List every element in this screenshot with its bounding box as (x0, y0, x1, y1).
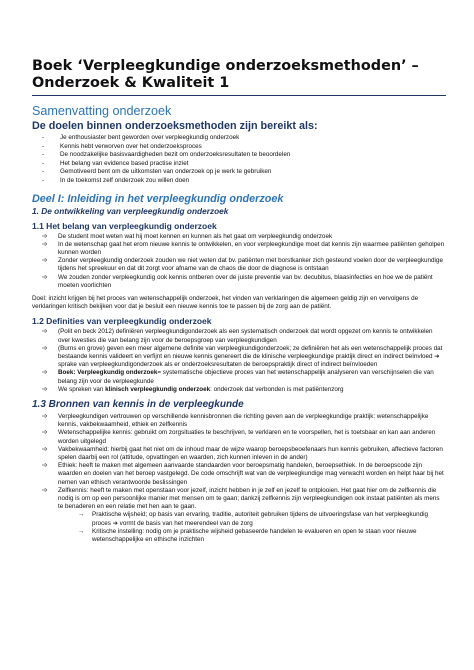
list-item: ➩ Vakbekwaamheid: hierbij gaat het niet om de inhoud maar de wijze waarop beroepsbeoefenaars hun kennis gebruiken, affectieve factoren spelen daarbij een rol (attitude, opvattingen en waarden, zich kunnen inleven in de ander) (42, 445, 443, 462)
sub-arrow-icon: → (78, 511, 85, 519)
arrow-bullet-icon: ➩ (42, 232, 48, 240)
list-item: - Kennis hebt verworven over het onderzoeksproces (42, 143, 446, 152)
sub-arrow-icon: → (78, 527, 85, 535)
arrow-bullet-icon: ➩ (42, 240, 48, 248)
arrow-bullet-icon: ➩ (42, 273, 48, 281)
arrow-bullet-icon: ➩ (42, 486, 48, 494)
arrow-bullet-icon: ➩ (42, 413, 48, 421)
list-item: - Je enthousiaster bent geworden over verpleegkundig onderzoek (42, 134, 446, 143)
sub-list (58, 511, 446, 544)
section-1-2-list (32, 328, 446, 394)
arrow-inline-icon: ➔ (434, 353, 440, 360)
list-item: ➩ We zouden zonder verpleegkundig ook kennis ontberen over de juiste preventie van bv. decubitus, blaasinfecties en hoe we de patiënt moeten voorlichten (42, 273, 433, 289)
section-1-2-heading: 1.2 Definities van verpleegkundig onderzoek (32, 316, 212, 327)
summary-heading: Samenvatting onderzoek (32, 104, 172, 118)
list-item: ➩ Zelfkennis: heeft te maken met openstaan voor jezelf, inzicht hebben in je zelf en jezelf te ontplooien. Het gaat hier om de zelfkennis die nodig is om op een persoonlijke manier met mensen om te gaan; dankzij zelfkennis zijn verpleegkundigen ook instaat patiënten als mens te benaderen en een relatie met hen aan te gaan. → Praktische wijsheid; op basis van ervaring, traditie, autoriteit gebruiken tijdens de uitvoeringsfase van het verpleegkundig proces ➔ vormt de basis van het meerendeel van de zorg → Kritische instelling: nodig om je praktische wijsheid gebaseerde handelen te evalueren en open te staan voor nieuwe wetenschappelijke en ethische inzichten (42, 487, 446, 544)
goals-list (32, 134, 446, 186)
list-item: ➩ De student moet weten wat hij moet kennen en kunnen als het gaat om verpleegkundig onderzoek (42, 232, 333, 240)
arrow-bullet-icon: ➩ (42, 344, 48, 352)
arrow-bullet-icon: ➩ (42, 462, 48, 470)
list-item: ➩ (Polit en beck 2012) definiëren verpleegkundigonderzoek als een systematisch onderzoek dat wordt opgezet om kennis te ontwikkelen over kwesties die van belang zijn voor de beroepsgroep van verpleegkundigen (42, 328, 433, 344)
section-1-1-heading: 1.1 Het belang van verpleegkundig onderzoek (32, 220, 217, 231)
goal-paragraph: Doel: inzicht krijgen bij het proces van wetenschappelijk onderzoek, het vinden van verklaringen die algemeen geldig zijn en vervolgens de verklaringen kritisch bekijken voor dat je besluit een nieuwe kennis toe te passen bij de zorg aan de patiënt. (32, 294, 419, 311)
list-item: - De noodzakelijke basisvaardigheden bezit om onderzoeksresultaten te beoordelen (42, 151, 446, 160)
part1-subtitle: 1. De ontwikkeling van verpleegkundig onderzoek (32, 205, 229, 216)
list-item: ➩ (Burns en grove) geven een meer algemene definite van verpleegkundigonderzoek; ze definiëren het als een wetenschappelijk proces dat bestaande kennis valideert en verfijnt en nieuwe kennis genereert die de klinische verpleegkundige praktijk direct en indirect beïnvloed ➔ sprake van verpleegkundigonderzoek als er onderzoeksresultaten de beroepspraktijk direct of indirect beïnvloeden (42, 344, 443, 369)
sub-list-item: → Kritische instelling: nodig om je praktische wijsheid gebaseerde handelen te evalueren en open te staan voor nieuwe wetenschappelijke en ethische inzichten (78, 527, 417, 544)
arrow-bullet-icon: ➩ (42, 328, 48, 336)
section-1-1-list (32, 233, 446, 290)
arrow-inline-icon: ➔ (112, 519, 118, 527)
document-title: Boek ‘Verpleegkundige onderzoeksmethoden’ – Onderzoek & Kwaliteit 1 (32, 58, 446, 96)
section-1-3-heading: 1.3 Bronnen van kennis in de verpleegkunde (32, 399, 244, 411)
section-1-3-list (32, 413, 446, 544)
arrow-bullet-icon: ➩ (42, 445, 48, 453)
list-item: ➩ We spreken van klinisch verpleegkundig onderzoek: onderzoek dat verbonden is met patiëntenzorg (42, 385, 344, 393)
list-item: ➩ In de wetenschap gaat het erom nieuwe kennis te ontwikkelen, en voor verpleegkundige moet dat kennis zijn waarmee patiënten geholpen kunnen worden (42, 240, 445, 256)
arrow-bullet-icon: ➩ (42, 385, 48, 393)
list-item: ➩ Zonder verpleegkundig onderzoek zouden we niet weten dat bv. patiënten met borstkanker zich gesteund voelen door de verpleegkundige tijdens het spreekuur en dat dit zorgt voor afname van de chaos die door de diagnose is ontstaan (42, 257, 443, 273)
sub-list-item: → Praktische wijsheid; op basis van ervaring, traditie, autoriteit gebruiken tijdens de uitvoeringsfase van het verpleegkundig proces ➔ vormt de basis van het meerendeel van de zorg (78, 511, 429, 527)
list-item: - Gemotiveerd bent om de uitkomsten van onderzoek op je werk te gebruiken (42, 168, 446, 177)
part1-title: Deel I: Inleiding in het verpleegkundig onderzoek (32, 192, 284, 205)
list-item: ➩ Verpleegkundigen vertrouwen op verschillende kennisbronnen die richting geven aan de verpleegkundige praktijk: wetenschappelijke kennis, vakbekwaamheid, ethiek en zelfkennis (42, 413, 429, 429)
goals-heading: De doelen binnen onderzoeksmethoden zijn bereikt als: (32, 120, 318, 132)
arrow-bullet-icon: ➩ (42, 257, 48, 265)
list-item: - Het belang van evidence based practise inziet (42, 160, 446, 169)
arrow-bullet-icon: ➩ (42, 369, 48, 377)
list-item: ➩ Wetenschappelijke kennis: gebruikt om zorgsituaties te beschrijven, te verklaren en te voorspellen, het is toetsbaar en kan aan anderen worden uitgelegd (42, 429, 436, 445)
list-item: ➩ Boek: Verpleegkundig onderzoek= systematische objectieve proces van het wetenschappelijk analyseren van verschijnselen die van belang zijn voor de verpleegkunde (42, 369, 434, 385)
list-item: ➩ Ethiek: heeft te maken met algemeen aanvaarde standaarden voor beroepsmatig handelen, beroepsethiek. In de beroepscode zijn waarden en doelen van het beroep vastgelegd. De code omschrijft wat van de verpleegkundige mag verwacht worden en helpt haar bij het nemen van ethisch verantwoorde beslissingen (42, 462, 444, 486)
document-page (32, 58, 446, 544)
list-item: - In de toekomst zelf onderzoek zou willen doen (42, 177, 446, 186)
arrow-bullet-icon: ➩ (42, 429, 48, 437)
